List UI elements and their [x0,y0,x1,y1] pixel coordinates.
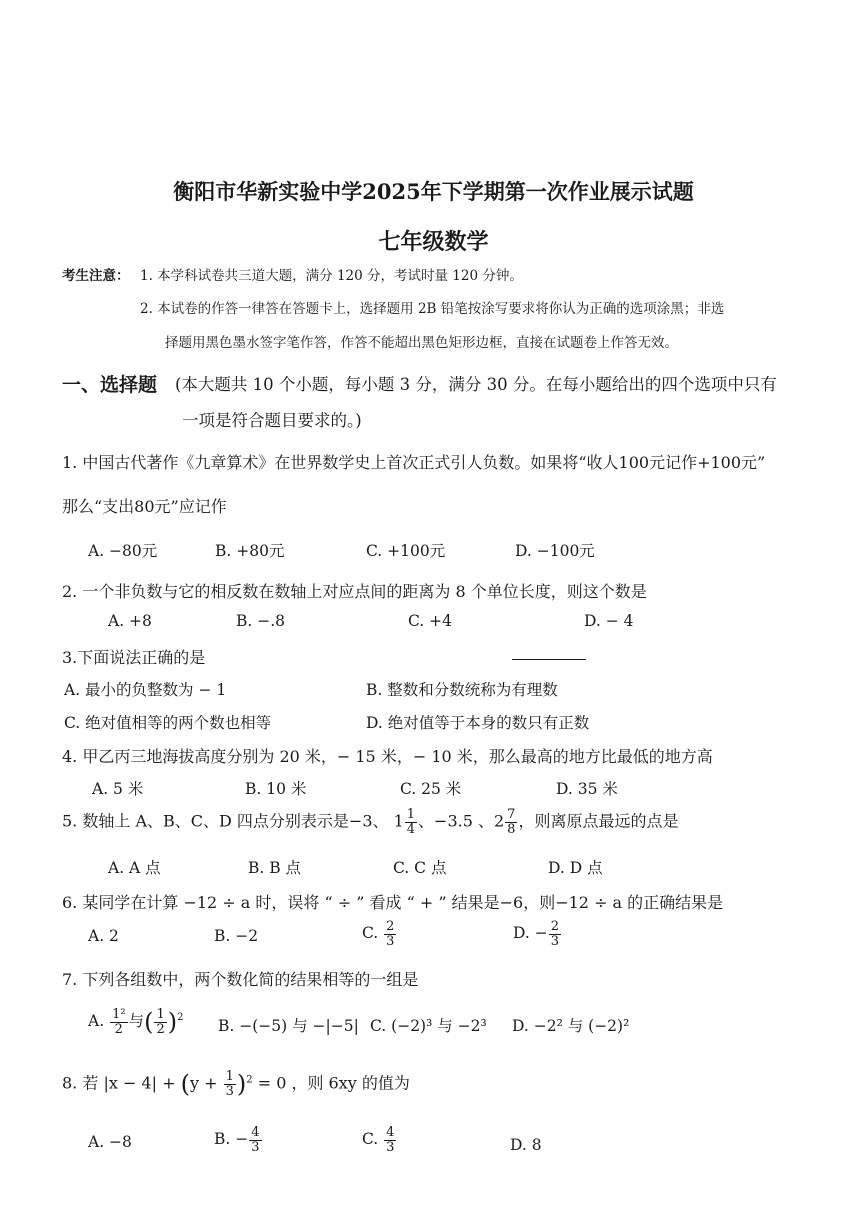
q5-stem-pre: 5. 数轴上 A、B、C、D 四点分别表示是−3、 1 [62,811,404,831]
q7-option-a: A. $\frac{\text{1²}}{2}$ 与( $\frac{1}{2}$ )$^2$ [88,1007,184,1037]
q2-option-a: A. +8 [108,612,152,630]
exam-subtitle: 七年级数学 [378,229,489,255]
q1-option-b: B. +80元 [215,542,285,560]
q2-stem: 2. 一个非负数与它的相反数在数轴上对应点间的距离为 8 个单位长度，则这个数是 [62,582,647,601]
q7-option-b: B. −(−5) 与 −|−5| [218,1017,359,1035]
q1-option-d: D. −100元 [515,542,595,560]
q3-option-a: A. 最小的负整数为 − 1 [64,681,227,699]
q6-option-c: C. $\frac{2}{3}$ [362,919,395,949]
q8-option-d: D. 8 [510,1136,542,1154]
q4-option-c: C. 25 米 [400,780,462,798]
q5-option-a: A. A 点 [108,859,161,877]
q5-stem-post: ，则离原点最远的点是 [518,811,679,831]
q8-option-c-fraction: $\frac{4}{3}$ [386,1125,395,1155]
q4-option-b: B. 10 米 [245,780,307,798]
q2-option-d: D. − 4 [584,612,634,630]
q8-option-b: B. − $\frac{4}{3}$ [214,1125,260,1155]
q4-option-a: A. 5 米 [92,780,144,798]
section-desc-line2: 一项是符合题目要求的。) [182,411,362,430]
q4-option-d: D. 35 米 [556,780,618,798]
q7-option-a-fraction-1: $\frac{\text{1²}}{2}$ [112,1007,126,1037]
q8-fraction: $\frac{1}{3}$ [225,1069,234,1099]
q5-option-c: C. C 点 [393,859,447,877]
q7-option-c: C. (−2)³ 与 −2³ [370,1017,487,1035]
note-1: 1. 本学科试卷共三道大题，满分 120 分，考试时量 120 分钟。 [140,268,523,284]
q3-option-c: C. 绝对值相等的两个数也相等 [64,714,272,732]
answer-blank-line [512,659,586,660]
q3-option-b: B. 整数和分数统称为有理数 [366,681,558,699]
q6-option-c-fraction: $\frac{2}{3}$ [386,919,395,949]
q6-option-b: B. −2 [214,927,259,945]
q8-stem: 8. 若 |x − 4| + (y + $\frac{1}{3}$ )$^2$ = 0 ，则 6xy 的值为 [62,1069,410,1099]
q1-stem-line2: 那么“支出80元”应记作 [62,497,227,516]
exam-title: 衡阳市华新实验中学2025年下学期第一次作业展示试题 [173,179,694,204]
q4-stem: 4. 甲乙丙三地海拔高度分别为 20 米，− 15 米，− 10 米，那么最高的地方比最低的地方高 [62,747,713,766]
note-2-line1: 2. 本试卷的作答一律答在答题卡上，选择题用 2B 铅笔按涂写要求将你认为正确的选项涂黑；非选 [140,301,725,317]
q5-fraction-2: $\frac{7}{8}$ [507,807,516,837]
note-2-line2: 择题用黑色墨水签字笔作答，作答不能超出黑色矩形边框，直接在试题卷上作答无效。 [165,335,678,351]
q6-option-d: D. − $\frac{2}{3}$ [513,919,559,949]
q3-option-d: D. 绝对值等于本身的数只有正数 [366,714,590,732]
q6-stem: 6. 某同学在计算 −12 ÷ a 时，误将 “ ÷ ” 看成 “ + ” 结果是−6，则−12 ÷ a 的正确结果是 [62,893,724,912]
q7-option-d: D. −2² 与 (−2)² [512,1017,630,1035]
q2-option-b: B. −.8 [236,612,286,630]
q6-option-a: A. 2 [88,927,119,945]
q5-stem [62,808,678,836]
q8-option-c: C. $\frac{4}{3}$ [362,1125,395,1155]
q8-option-b-fraction: $\frac{4}{3}$ [251,1125,260,1155]
q1-option-c: C. +100元 [366,542,446,560]
q5-stem-mid: 、−3.5 、2 [418,811,505,831]
section-heading: 一、选择题 [62,374,158,396]
q1-option-a: A. −80元 [88,542,158,560]
q7-stem: 7. 下列各组数中，两个数化简的结果相等的一组是 [62,970,419,989]
q7-option-a-fraction-2: $\frac{1}{2}$ [156,1007,165,1037]
q5-option-b: B. B 点 [248,859,302,877]
q3-stem: 3.下面说法正确的是 [62,648,206,667]
q1-stem-line1: 1. 中国古代著作《九章算术》在世界数学史上首次正式引人负数。如果将“收人100元记作+100元” [62,453,766,472]
notes-label: 考生注意： [62,268,130,284]
q5-option-d: D. D 点 [548,859,603,877]
section-desc-line1: (本大题共 10 个小题，每小题 3 分，满分 30 分。在每小题给出的四个选项中只有 [175,375,777,394]
q5-fraction-1: $\frac{1}{4}$ [406,807,416,837]
q2-option-c: C. +4 [408,612,453,630]
q8-option-a: A. −8 [88,1133,132,1151]
q6-option-d-fraction: $\frac{2}{3}$ [550,919,559,949]
